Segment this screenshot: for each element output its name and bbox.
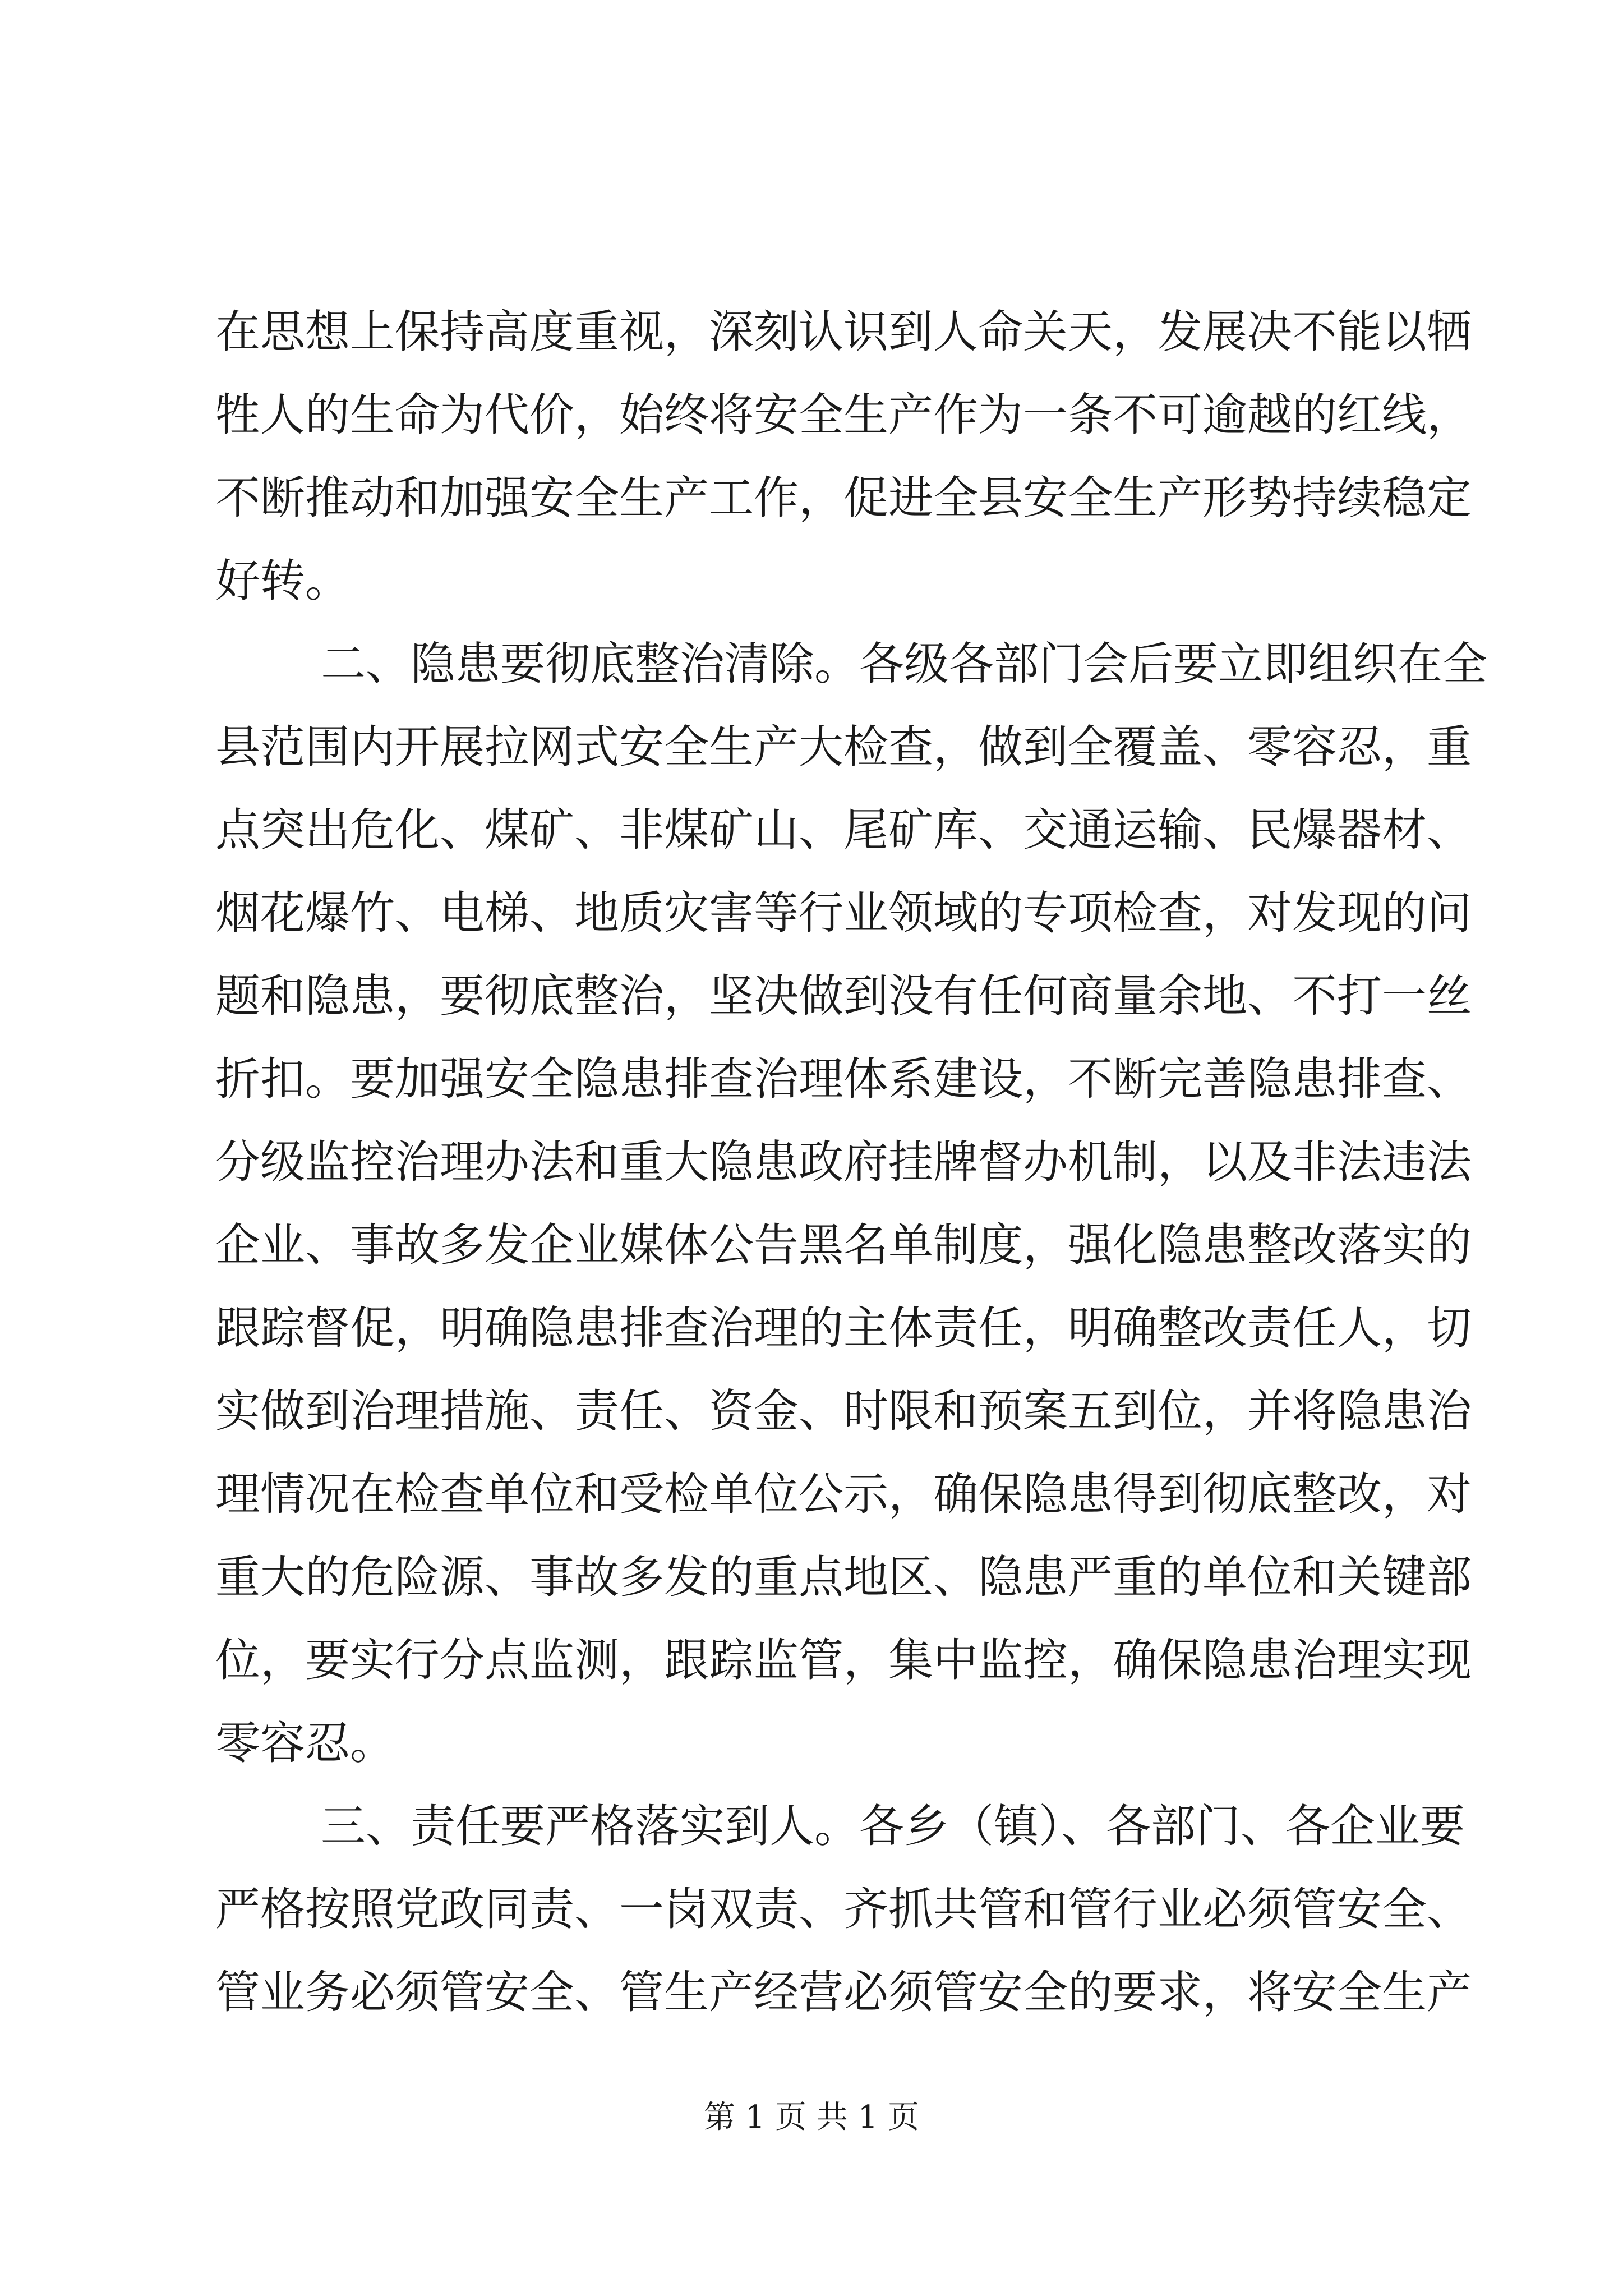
text-line: 实做到治理措施、责任、资金、时限和预案五到位，并将隐患治	[215, 1385, 1472, 1437]
text-line: 跟踪督促，明确隐患排查治理的主体责任，明确整改责任人，切	[215, 1302, 1472, 1354]
text-line: 不断推动和加强安全生产工作，促进全县安全生产形势持续稳定	[215, 472, 1472, 524]
page-footer: 第 1 页 共 1 页	[703, 2099, 920, 2136]
text-line: 零容忍。	[215, 1717, 395, 1769]
text-line: 牲人的生命为代价，始终将安全生产作为一条不可逾越的红线，	[215, 389, 1472, 441]
text-line: 分级监控治理办法和重大隐患政府挂牌督办机制，以及非法违法	[215, 1136, 1472, 1188]
text-line: 位，要实行分点监测，跟踪监管，集中监控，确保隐患治理实现	[215, 1634, 1472, 1686]
paragraph-heading-line: 三、责任要严格落实到人。各乡（镇）、各部门、各企业要	[321, 1800, 1465, 1852]
text-line: 折扣。要加强安全隐患排查治理体系建设，不断完善隐患排查、	[215, 1053, 1472, 1105]
text-line: 点突出危化、煤矿、非煤矿山、尾矿库、交通运输、民爆器材、	[215, 804, 1472, 856]
text-line: 好转。	[215, 555, 350, 607]
text-line: 管业务必须管安全、管生产经营必须管安全的要求，将安全生产	[215, 1966, 1472, 2018]
text-line: 县范围内开展拉网式安全生产大检查，做到全覆盖、零容忍，重	[215, 721, 1472, 773]
paragraph-heading-line: 二、隐患要彻底整治清除。各级各部门会后要立即组织在全	[321, 638, 1487, 690]
text-line: 题和隐患，要彻底整治，坚决做到没有任何商量余地、不打一丝	[215, 970, 1472, 1022]
text-line: 重大的危险源、事故多发的重点地区、隐患严重的单位和关键部	[215, 1551, 1472, 1603]
text-line: 烟花爆竹、电梯、地质灾害等行业领域的专项检查，对发现的问	[215, 887, 1472, 939]
text-line: 理情况在检查单位和受检单位公示，确保隐患得到彻底整改，对	[215, 1468, 1472, 1520]
text-line: 在思想上保持高度重视，深刻认识到人命关天，发展决不能以牺	[215, 306, 1472, 358]
text-line: 严格按照党政同责、一岗双责、齐抓共管和管行业必须管安全、	[215, 1883, 1472, 1935]
text-line: 企业、事故多发企业媒体公告黑名单制度，强化隐患整改落实的	[215, 1219, 1472, 1271]
